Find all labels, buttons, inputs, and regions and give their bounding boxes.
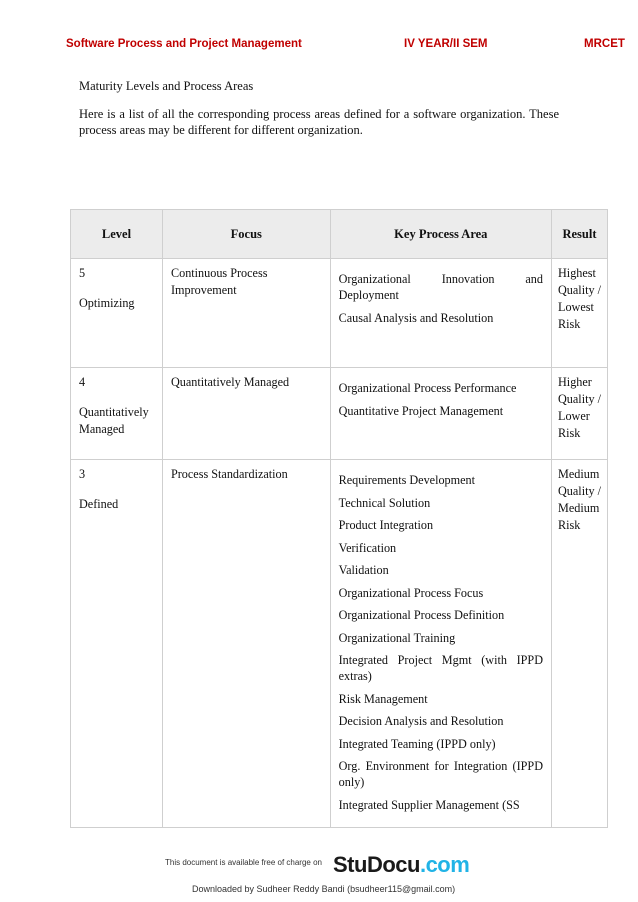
key-process-area-item: Integrated Supplier Management (SS bbox=[338, 797, 520, 812]
key-process-area-cell bbox=[330, 460, 551, 828]
result-cell: Medium Quality / Medium Risk bbox=[552, 460, 608, 828]
key-process-area-item: Organizational Process Performance bbox=[338, 381, 517, 395]
key-process-area-item: Organizational Process Definition bbox=[338, 608, 505, 622]
key-process-area-item: Org. Environment for Integration (IPPD only) bbox=[338, 759, 543, 789]
level-number: 3 bbox=[79, 467, 86, 481]
footer-download-text: Downloaded by Sudheer Reddy Bandi (bsudheer115@gmail.com) bbox=[192, 884, 456, 894]
result-cell: Highest Quality / Lowest Risk bbox=[552, 259, 608, 368]
page-header bbox=[0, 38, 638, 56]
key-process-area-cell bbox=[330, 368, 551, 460]
studocu-logo[interactable] bbox=[333, 852, 469, 878]
key-process-area-item: Organizational Training bbox=[338, 630, 456, 645]
level-name: Optimizing bbox=[79, 296, 135, 310]
table-row bbox=[71, 368, 608, 460]
key-process-area-item: Verification bbox=[338, 540, 397, 555]
header-key-process-area: Key Process Area bbox=[330, 210, 551, 259]
key-process-area-item: Requirements Development bbox=[338, 473, 476, 487]
header-course-title: Software Process and Project Management bbox=[66, 38, 302, 50]
key-process-area-item: Quantitative Project Management bbox=[338, 403, 504, 418]
key-process-area-cell bbox=[330, 259, 551, 368]
table-row bbox=[71, 259, 608, 368]
header-result: Result bbox=[552, 210, 608, 259]
key-process-area-item: Organizational Innovation and Deployment bbox=[338, 272, 543, 302]
key-process-area-item: Decision Analysis and Resolution bbox=[338, 714, 504, 728]
key-process-area-item: Risk Management bbox=[338, 691, 428, 706]
focus-cell: Process Standardization bbox=[162, 460, 330, 828]
key-process-area-item: Integrated Teaming (IPPD only) bbox=[338, 736, 496, 751]
key-process-area-item: Organizational Process Focus bbox=[338, 585, 484, 600]
key-process-area-item: Product Integration bbox=[338, 518, 434, 532]
key-process-area-item: Causal Analysis and Resolution bbox=[338, 310, 494, 325]
header-focus: Focus bbox=[162, 210, 330, 259]
level-number: 4 bbox=[79, 375, 86, 389]
footer-availability-text: This document is available free of charge on bbox=[165, 858, 322, 867]
header-level: Level bbox=[71, 210, 163, 259]
level-cell bbox=[71, 460, 163, 828]
level-cell bbox=[71, 259, 163, 368]
section-title: Maturity Levels and Process Areas bbox=[79, 79, 254, 93]
key-process-area-item: Technical Solution bbox=[338, 495, 431, 510]
key-process-area-item: Validation bbox=[338, 563, 389, 577]
level-name: Defined bbox=[79, 497, 119, 511]
brand-domain: .com bbox=[419, 852, 470, 877]
intro-paragraph: Here is a list of all the corresponding process areas defined for a software organization. These process areas may be different for different organization. bbox=[79, 107, 559, 137]
brand-name: StuDocu bbox=[333, 852, 420, 877]
header-institution: MRCET bbox=[584, 38, 625, 50]
header-semester: IV YEAR/II SEM bbox=[404, 38, 488, 50]
level-cell bbox=[71, 368, 163, 460]
maturity-levels-table bbox=[70, 209, 608, 828]
focus-cell: Quantitatively Managed bbox=[162, 368, 330, 460]
key-process-area-item: Integrated Project Mgmt (with IPPD extras) bbox=[338, 653, 543, 683]
level-name: Quantitatively Managed bbox=[79, 405, 149, 436]
table-row bbox=[71, 460, 608, 828]
table-header-row bbox=[71, 210, 608, 259]
focus-cell: Continuous Process Improvement bbox=[162, 259, 330, 368]
level-number: 5 bbox=[79, 266, 86, 280]
result-cell: Higher Quality / Lower Risk bbox=[552, 368, 608, 460]
